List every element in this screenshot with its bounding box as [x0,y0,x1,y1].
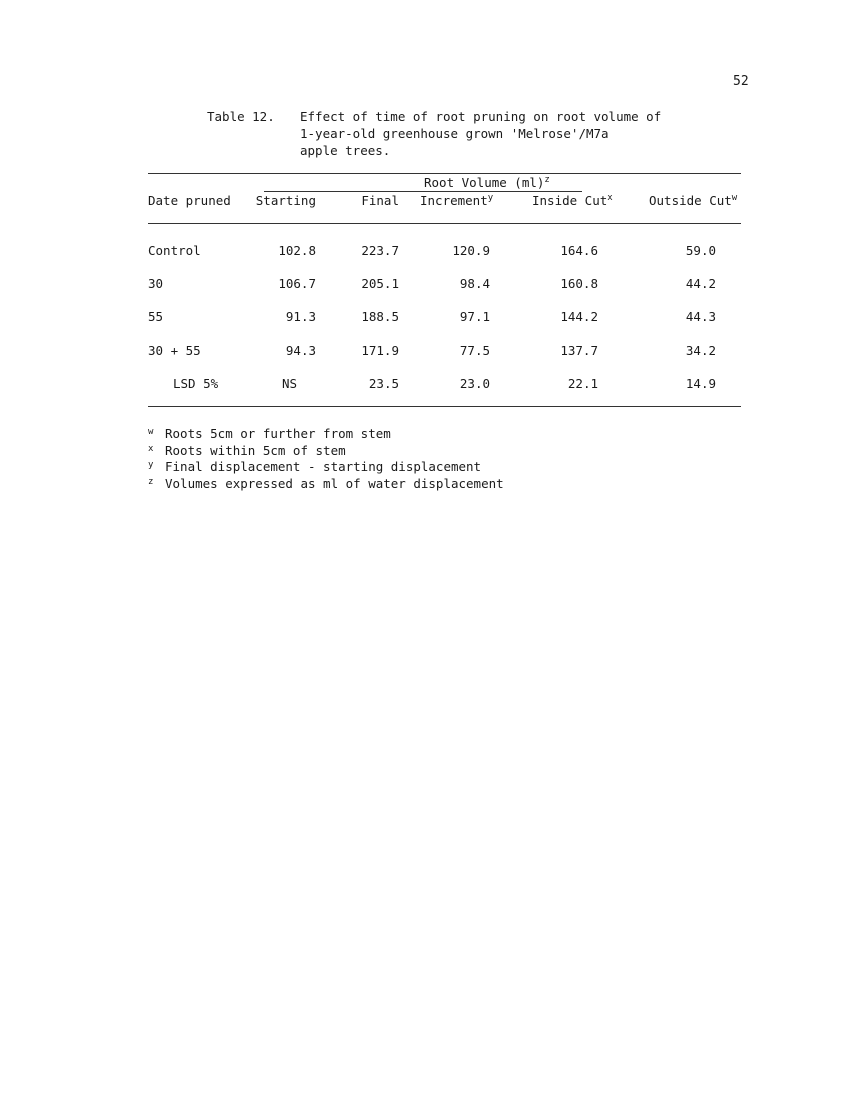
table-cell-increment: 23.0 [459,376,490,391]
column-header-date-pruned [148,193,231,208]
column-header-starting [250,193,316,208]
table-cell-increment: 98.4 [459,276,490,291]
column-header-label: Final [361,193,399,208]
column-header-increment [420,193,494,208]
column-header-final [330,193,399,208]
table-cell-final: 171.9 [361,343,399,358]
group-header-root-volume [424,175,550,190]
column-header-outside-cut [649,193,738,208]
group-header-rule [264,191,582,192]
page-number: 52 [733,74,749,89]
table-cell-starting: 102.8 [278,243,316,258]
group-header-text: Root Volume (ml) [424,175,545,190]
table-cell-date: 30 [148,276,164,291]
table-cell-final: 223.7 [361,243,399,258]
table-cell-increment: 77.5 [459,343,490,358]
footnote: y Final displacement - starting displacement [148,459,482,474]
footnote-text: Final displacement - starting displacement [165,459,482,474]
column-header-footnote-mark: y [487,193,494,203]
table-cell-starting: 91.3 [285,309,316,324]
table-cell-inside-cut: 164.6 [560,243,598,258]
table-bottom-rule [148,406,741,407]
table-cell-final: 23.5 [368,376,399,391]
table-cell-date: Control [148,243,201,258]
table-cell-date: 30 + 55 [148,343,201,358]
column-header-footnote-mark: w [731,193,738,203]
footnote: z Volumes expressed as ml of water displacement [148,475,504,491]
column-header-label: Increment [420,193,488,208]
footnote-text: Volumes expressed as ml of water displacement [165,475,504,491]
column-header-label: Starting [255,193,316,208]
table-cell-final: 205.1 [361,276,399,291]
table-cell-starting: 94.3 [285,343,316,358]
table-title: Effect of time of root pruning on root volume of 1-year-old greenhouse grown 'Melrose'/M7a apple trees. [300,109,662,158]
table-cell-starting: 106.7 [278,276,316,291]
table-cell-outside-cut: 34.2 [685,343,716,358]
column-header-inside-cut [532,193,625,208]
column-header-label: Date pruned [148,193,231,208]
table-top-rule [148,173,741,174]
column-header-label: Outside Cut [649,193,732,208]
table-cell-final: 188.5 [361,309,399,324]
table-cell-increment: 120.9 [452,243,490,258]
table-cell-outside-cut: 59.0 [685,243,716,258]
footnote: x Roots within 5cm of stem [148,442,346,458]
table-cell-increment: 97.1 [459,309,490,324]
column-header-footnote-mark: x [607,193,613,203]
group-header-footnote-mark: z [544,175,550,185]
table-cell-inside-cut: 160.8 [560,276,598,291]
footnote-text: Roots 5cm or further from stem [165,426,391,441]
table-cell-inside-cut: 144.2 [560,309,598,324]
footnote: w Roots 5cm or further from stem [148,426,391,441]
table-cell-outside-cut: 44.3 [685,309,716,324]
table-cell-outside-cut: 14.9 [685,376,716,391]
footnotes [148,426,504,492]
table-cell-date: 55 [148,309,164,324]
table-cell-inside-cut: 22.1 [567,376,598,391]
table-cell-inside-cut: 137.7 [560,343,598,358]
table-header-rule [148,223,741,224]
table-cell-date: LSD 5% [173,376,219,391]
footnote-text: Roots within 5cm of stem [165,442,346,458]
table-label: Table 12. [207,109,275,124]
table-cell-outside-cut: 44.2 [685,276,716,291]
table-cell-starting: NS [282,376,298,391]
column-header-label: Inside Cut [532,193,608,208]
